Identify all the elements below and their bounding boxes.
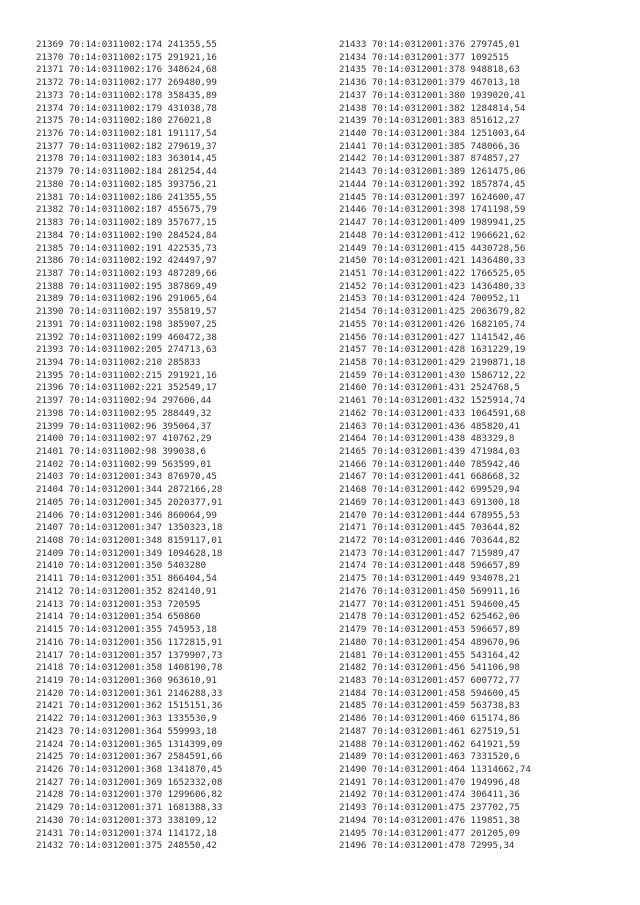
table-row: 21441 70:14:0312001:385 748066,36: [339, 140, 520, 152]
table-row: 21489 70:14:0312001:463 7331520,6: [339, 751, 520, 763]
table-row: 21452 70:14:0312001:423 1436480,33: [339, 280, 526, 292]
table-row: 21377 70:14:0311002:182 279619,37: [36, 140, 217, 152]
table-row: 21374 70:14:0311002:179 431038,78: [36, 102, 217, 114]
table-row: 21467 70:14:0312001:441 668668,32: [339, 471, 520, 483]
table-row: 21416 70:14:0312001:356 1172815,91: [36, 636, 223, 648]
table-row: 21390 70:14:0311002:197 355819,57: [36, 306, 217, 318]
table-row: 21496 70:14:0312001:478 72995,34: [339, 840, 515, 852]
table-row: 21456 70:14:0312001:427 1141542,46: [339, 331, 526, 343]
table-row: 21402 70:14:0311002:99 563599,01: [36, 458, 212, 470]
table-row: 21436 70:14:0312001:379 467013,18: [339, 77, 520, 89]
table-row: 21426 70:14:0312001:368 1341870,45: [36, 763, 223, 775]
table-row: 21371 70:14:0311002:176 348624,68: [36, 64, 217, 76]
table-row: 21422 70:14:0312001:363 1335530,9: [36, 713, 217, 725]
table-row: 21487 70:14:0312001:461 627519,51: [339, 725, 520, 737]
table-row: 21449 70:14:0312001:415 4430728,56: [339, 242, 526, 254]
table-row: 21447 70:14:0312001:409 1989941,25: [339, 217, 526, 229]
table-row: 21471 70:14:0312001:445 703644,82: [339, 522, 520, 534]
table-row: 21381 70:14:0311002:186 241355,55: [36, 191, 217, 203]
table-row: 21486 70:14:0312001:460 615174,86: [339, 713, 520, 725]
table-row: 21430 70:14:0312001:373 338109,12: [36, 814, 217, 826]
table-row: 21407 70:14:0312001:347 1350323,18: [36, 522, 223, 534]
table-row: 21369 70:14:0311002:174 241355,55: [36, 39, 217, 50]
table-row: 21450 70:14:0312001:421 1436480,33: [339, 255, 526, 267]
table-row: 21427 70:14:0312001:369 1652332,08: [36, 776, 223, 788]
table-row: 21417 70:14:0312001:357 1379907,73: [36, 649, 223, 661]
table-row: 21376 70:14:0311002:181 191117,54: [36, 128, 217, 140]
table-row: 21484 70:14:0312001:458 594600,45: [339, 687, 520, 699]
table-row: 21492 70:14:0312001:474 306411,36: [339, 789, 520, 801]
table-row: 21469 70:14:0312001:443 691300,18: [339, 496, 520, 508]
table-row: 21373 70:14:0311002:178 358435,89: [36, 89, 217, 101]
table-row: 21464 70:14:0312001:438 483329,8: [339, 433, 515, 445]
table-row: 21406 70:14:0312001:346 860064,99: [36, 509, 217, 521]
table-row: 21470 70:14:0312001:444 678955,53: [339, 509, 520, 521]
table-row: 21408 70:14:0312001:348 8159117,01: [36, 535, 223, 547]
table-row: 21396 70:14:0311002:221 352549,17: [36, 382, 217, 394]
table-row: 21490 70:14:0312001:464 11314662,74: [339, 763, 531, 775]
table-row: 21411 70:14:0312001:351 866404,54: [36, 573, 217, 585]
table-row: 21421 70:14:0312001:362 1515151,36: [36, 700, 223, 712]
table-row: 21479 70:14:0312001:453 596657,89: [339, 624, 520, 636]
table-row: 21460 70:14:0312001:431 2524768,5: [339, 382, 520, 394]
table-row: 21393 70:14:0311002:205 274713,63: [36, 344, 217, 356]
table-row: 21370 70:14:0311002:175 291921,16: [36, 51, 217, 63]
table-row: 21372 70:14:0311002:177 269480,99: [36, 77, 217, 89]
table-row: 21397 70:14:0311002:94 297606,44: [36, 395, 212, 407]
table-row: 21400 70:14:0311002:97 410762,29: [36, 433, 212, 445]
table-row: 21480 70:14:0312001:454 489670,96: [339, 636, 520, 648]
table-row: 21478 70:14:0312001:452 625462,06: [339, 611, 520, 623]
table-row: 21434 70:14:0312001:377 1092515: [339, 51, 509, 63]
table-row: 21440 70:14:0312001:384 1251003,64: [339, 128, 526, 140]
table-row: 21493 70:14:0312001:475 237702,75: [339, 802, 520, 814]
table-row: 21415 70:14:0312001:355 745953,18: [36, 624, 217, 636]
table-row: 21473 70:14:0312001:447 715989,47: [339, 547, 520, 559]
table-row: 21414 70:14:0312001:354 650860: [36, 611, 201, 623]
table-row: 21413 70:14:0312001:353 720595: [36, 598, 201, 610]
table-row: 21491 70:14:0312001:470 194996,48: [339, 776, 520, 788]
table-row: 21432 70:14:0312001:375 248550,42: [36, 840, 217, 852]
table-row: 21409 70:14:0312001:349 1094628,18: [36, 547, 223, 559]
table-row: 21378 70:14:0311002:183 363014,45: [36, 153, 217, 165]
table-row: 21391 70:14:0311002:198 385907,25: [36, 318, 217, 330]
table-row: 21485 70:14:0312001:459 563738,83: [339, 700, 520, 712]
table-row: 21433 70:14:0312001:376 279745,01: [339, 39, 520, 50]
table-row: 21398 70:14:0311002:95 288449,32: [36, 407, 212, 419]
table-row: 21482 70:14:0312001:456 541106,98: [339, 662, 520, 674]
table-row: 21428 70:14:0312001:370 1299606,82: [36, 789, 223, 801]
table-row: 21388 70:14:0311002:195 387869,49: [36, 280, 217, 292]
table-row: 21462 70:14:0312001:433 1064591,68: [339, 407, 526, 419]
table-row: 21483 70:14:0312001:457 600772,77: [339, 674, 520, 686]
table-row: 21472 70:14:0312001:446 703644,82: [339, 535, 520, 547]
table-row: 21444 70:14:0312001:392 1857874,45: [339, 178, 526, 190]
table-row: 21455 70:14:0312001:426 1682105,74: [339, 318, 526, 330]
table-row: 21399 70:14:0311002:96 395064,37: [36, 420, 212, 432]
table-row: 21405 70:14:0312001:345 2020377,91: [36, 496, 223, 508]
table-row: 21442 70:14:0312001:387 874857,27: [339, 153, 520, 165]
table-row: 21403 70:14:0312001:343 876970,45: [36, 471, 217, 483]
table-row: 21476 70:14:0312001:450 569911,16: [339, 585, 520, 597]
table-row: 21463 70:14:0312001:436 485820,41: [339, 420, 520, 432]
table-row: 21389 70:14:0311002:196 291065,64: [36, 293, 217, 305]
table-row: 21453 70:14:0312001:424 700952,11: [339, 293, 520, 305]
table-row: 21379 70:14:0311002:184 281254,44: [36, 166, 217, 178]
table-row: 21457 70:14:0312001:428 1631229,19: [339, 344, 526, 356]
table-row: 21435 70:14:0312001:378 948818,63: [339, 64, 520, 76]
table-row: 21425 70:14:0312001:367 2584591,66: [36, 751, 223, 763]
table-row: 21438 70:14:0312001:382 1284814,54: [339, 102, 526, 114]
table-row: 21382 70:14:0311002:187 455675,79: [36, 204, 217, 216]
table-row: 21445 70:14:0312001:397 1624600,47: [339, 191, 526, 203]
table-row: 21468 70:14:0312001:442 699529,94: [339, 484, 520, 496]
table-row: 21420 70:14:0312001:361 2146288,33: [36, 687, 223, 699]
table-row: 21451 70:14:0312001:422 1766525,05: [339, 267, 526, 279]
table-row: 21474 70:14:0312001:448 596657,89: [339, 560, 520, 572]
table-row: 21461 70:14:0312001:432 1525914,74: [339, 395, 526, 407]
table-row: 21404 70:14:0312001:344 2872166,28: [36, 484, 223, 496]
table-row: 21412 70:14:0312001:352 824140,91: [36, 585, 217, 597]
table-row: 21386 70:14:0311002:192 424497,97: [36, 255, 217, 267]
table-row: 21419 70:14:0312001:360 963610,91: [36, 674, 217, 686]
left-column: [36, 39, 336, 853]
table-row: 21465 70:14:0312001:439 471984,03: [339, 446, 520, 457]
table-row: 21481 70:14:0312001:455 543164,42: [339, 649, 520, 661]
table-row: 21475 70:14:0312001:449 934078,21: [339, 573, 520, 585]
table-row: 21375 70:14:0311002:180 276021,8: [36, 115, 212, 127]
table-row: 21431 70:14:0312001:374 114172,18: [36, 827, 217, 839]
table-row: 21459 70:14:0312001:430 1586712,22: [339, 369, 526, 381]
table-row: 21394 70:14:0311002:210 285833: [36, 356, 201, 368]
table-row: 21443 70:14:0312001:389 1261475,06: [339, 166, 526, 178]
table-row: 21384 70:14:0311002:190 284524,84: [36, 229, 217, 241]
table-row: 21439 70:14:0312001:383 851612,27: [339, 115, 520, 127]
table-row: 21458 70:14:0312001:429 2190871,18: [339, 356, 526, 368]
table-row: 21387 70:14:0311002:193 487289,66: [36, 267, 217, 279]
table-row: 21418 70:14:0312001:358 1408190,78: [36, 662, 223, 674]
table-row: 21488 70:14:0312001:462 641921,59: [339, 738, 520, 750]
table-row: 21477 70:14:0312001:451 594600,45: [339, 598, 520, 610]
table-row: 21423 70:14:0312001:364 559993,18: [36, 725, 217, 737]
table-row: 21383 70:14:0311002:189 357677,15: [36, 217, 217, 229]
table-row: 21494 70:14:0312001:476 119851,38: [339, 814, 520, 826]
table-row: 21395 70:14:0311002:215 291921,16: [36, 369, 217, 381]
table-row: 21466 70:14:0312001:440 785942,46: [339, 458, 520, 470]
table-row: 21446 70:14:0312001:398 1741198,59: [339, 204, 526, 216]
table-row: 21437 70:14:0312001:380 1939020,41: [339, 89, 526, 101]
right-column: [339, 39, 639, 853]
table-row: 21380 70:14:0311002:185 393756,21: [36, 178, 217, 190]
table-row: 21401 70:14:0311002:98 399038,6: [36, 446, 206, 457]
table-row: 21410 70:14:0312001:350 5403280: [36, 560, 206, 572]
table-row: 21495 70:14:0312001:477 201205,09: [339, 827, 520, 839]
table-row: 21454 70:14:0312001:425 2063679,82: [339, 306, 526, 318]
table-row: 21429 70:14:0312001:371 1681388,33: [36, 802, 223, 814]
table-row: 21392 70:14:0311002:199 460472,38: [36, 331, 217, 343]
table-row: 21448 70:14:0312001:412 1966621,62: [339, 229, 526, 241]
table-row: 21424 70:14:0312001:365 1314399,09: [36, 738, 223, 750]
table-row: 21385 70:14:0311002:191 422535,73: [36, 242, 217, 254]
